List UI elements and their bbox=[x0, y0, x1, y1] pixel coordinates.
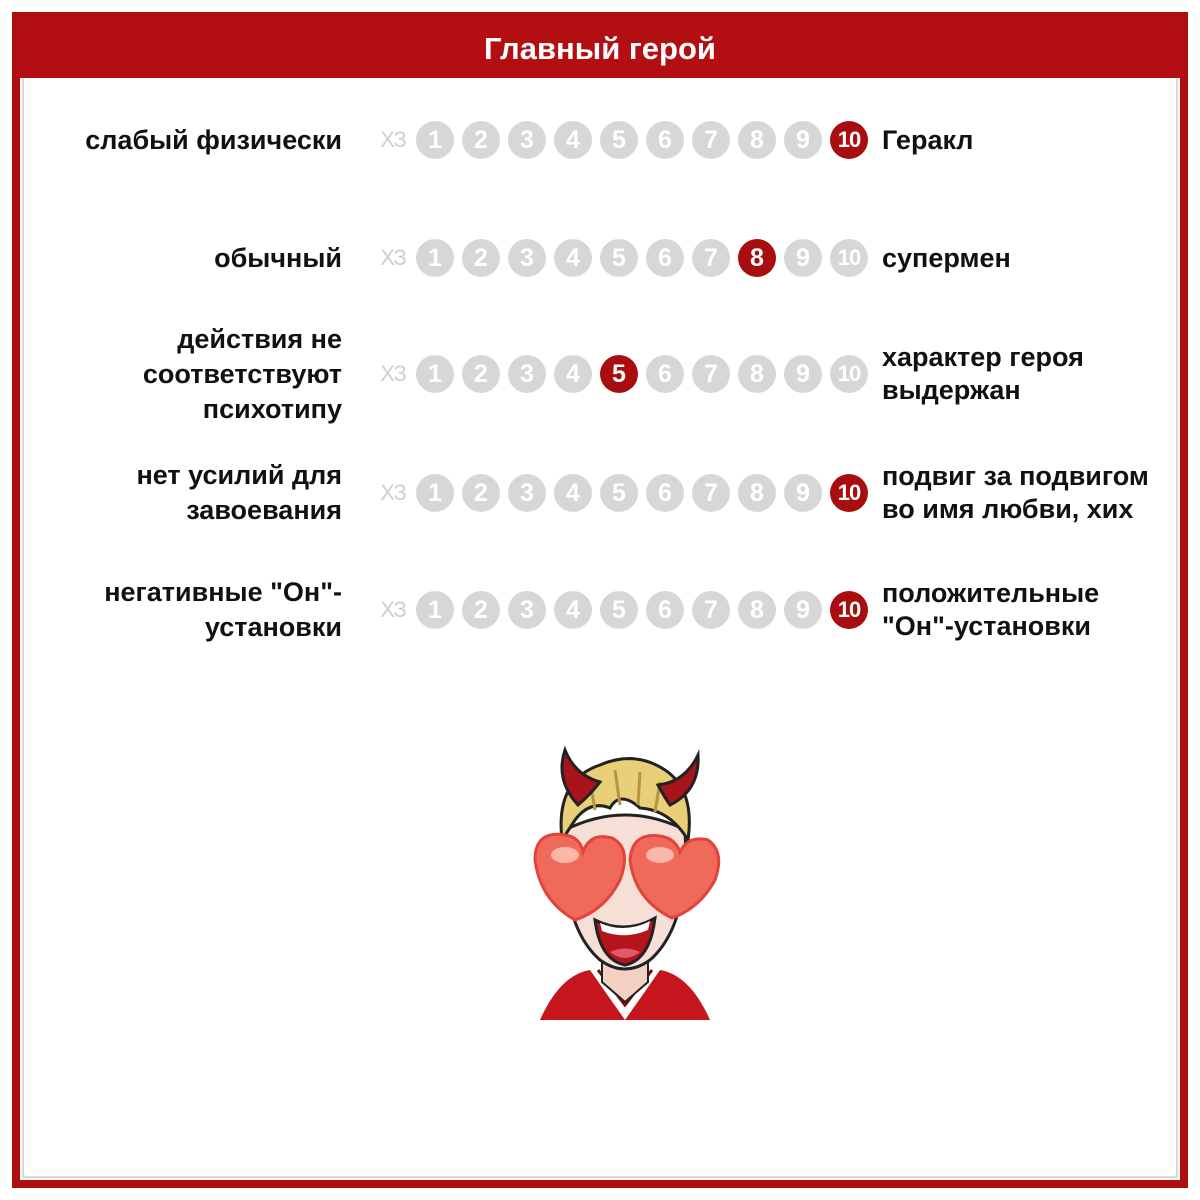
rating-row bbox=[20, 198, 1180, 318]
rating-option-1[interactable]: 1 bbox=[416, 239, 454, 277]
card-frame bbox=[12, 12, 1188, 1188]
rating-option-4[interactable]: 4 bbox=[554, 474, 592, 512]
rating-option-7[interactable]: 7 bbox=[692, 355, 730, 393]
rating-option-3[interactable]: 3 bbox=[508, 591, 546, 629]
rating-option-7[interactable]: 7 bbox=[692, 239, 730, 277]
rating-option-2[interactable]: 2 bbox=[462, 239, 500, 277]
rating-option-10[interactable]: 10 bbox=[830, 591, 868, 629]
rating-option-5[interactable]: 5 bbox=[600, 474, 638, 512]
rating-option-none[interactable]: ХЗ bbox=[380, 597, 406, 622]
card-header bbox=[20, 20, 1180, 78]
rating-option-3[interactable]: 3 bbox=[508, 121, 546, 159]
rating-row bbox=[20, 433, 1180, 553]
rating-option-8[interactable]: 8 bbox=[738, 355, 776, 393]
rating-option-8[interactable]: 8 bbox=[738, 239, 776, 277]
rating-option-2[interactable]: 2 bbox=[462, 591, 500, 629]
rating-option-4[interactable]: 4 bbox=[554, 355, 592, 393]
rating-option-6[interactable]: 6 bbox=[646, 474, 684, 512]
rating-option-2[interactable]: 2 bbox=[462, 474, 500, 512]
rating-option-6[interactable]: 6 bbox=[646, 239, 684, 277]
rating-option-9[interactable]: 9 bbox=[784, 355, 822, 393]
rating-option-8[interactable]: 8 bbox=[738, 591, 776, 629]
rating-scale bbox=[370, 550, 876, 670]
rating-left-label: обычный bbox=[214, 242, 342, 273]
rating-option-1[interactable]: 1 bbox=[416, 355, 454, 393]
rating-option-3[interactable]: 3 bbox=[508, 474, 546, 512]
rating-scale bbox=[370, 314, 876, 434]
rating-option-5[interactable]: 5 bbox=[600, 591, 638, 629]
rating-option-4[interactable]: 4 bbox=[554, 591, 592, 629]
rating-option-3[interactable]: 3 bbox=[508, 239, 546, 277]
rating-option-5[interactable]: 5 bbox=[600, 239, 638, 277]
rating-row bbox=[20, 550, 1180, 670]
rating-option-10[interactable]: 10 bbox=[830, 121, 868, 159]
rating-option-3[interactable]: 3 bbox=[508, 355, 546, 393]
rating-option-10[interactable]: 10 bbox=[830, 355, 868, 393]
rating-option-8[interactable]: 8 bbox=[738, 121, 776, 159]
rating-right-label: характер героя выдержан bbox=[882, 342, 1084, 405]
rating-option-10[interactable]: 10 bbox=[830, 239, 868, 277]
rating-right-label: положительные "Он"-установки bbox=[882, 578, 1100, 641]
rating-option-9[interactable]: 9 bbox=[784, 239, 822, 277]
rating-row bbox=[20, 80, 1180, 200]
rating-option-none[interactable]: ХЗ bbox=[380, 480, 406, 505]
rating-left-label: негативные "Он"- установки bbox=[104, 577, 342, 642]
rating-option-7[interactable]: 7 bbox=[692, 591, 730, 629]
rating-left-label: нет усилий для завоевания bbox=[136, 460, 342, 525]
rating-scale bbox=[370, 198, 876, 318]
rating-option-1[interactable]: 1 bbox=[416, 591, 454, 629]
rating-left-label: действия не соответствуют психотипу bbox=[142, 323, 342, 424]
rating-option-6[interactable]: 6 bbox=[646, 591, 684, 629]
rating-option-1[interactable]: 1 bbox=[416, 121, 454, 159]
rating-option-none[interactable]: ХЗ bbox=[380, 127, 406, 152]
rating-right-label: Геракл bbox=[882, 124, 974, 155]
rating-scale bbox=[370, 433, 876, 553]
rating-option-7[interactable]: 7 bbox=[692, 121, 730, 159]
rating-option-6[interactable]: 6 bbox=[646, 355, 684, 393]
rating-row bbox=[20, 314, 1180, 434]
rating-option-4[interactable]: 4 bbox=[554, 239, 592, 277]
rating-option-2[interactable]: 2 bbox=[462, 355, 500, 393]
rating-option-2[interactable]: 2 bbox=[462, 121, 500, 159]
rating-option-1[interactable]: 1 bbox=[416, 474, 454, 512]
rating-option-4[interactable]: 4 bbox=[554, 121, 592, 159]
card-title: Главный герой bbox=[484, 31, 716, 66]
rating-option-5[interactable]: 5 bbox=[600, 355, 638, 393]
rating-option-10[interactable]: 10 bbox=[830, 474, 868, 512]
rating-option-5[interactable]: 5 bbox=[600, 121, 638, 159]
rating-option-7[interactable]: 7 bbox=[692, 474, 730, 512]
rating-option-9[interactable]: 9 bbox=[784, 121, 822, 159]
rating-option-none[interactable]: ХЗ bbox=[380, 245, 406, 270]
rating-option-9[interactable]: 9 bbox=[784, 591, 822, 629]
rating-scale bbox=[370, 80, 876, 200]
rating-right-label: подвиг за подвигом во имя любви, хих bbox=[882, 461, 1149, 524]
devil-heart-glasses-avatar-icon bbox=[520, 720, 730, 1030]
rating-right-label: супермен bbox=[882, 242, 1011, 273]
rating-option-9[interactable]: 9 bbox=[784, 474, 822, 512]
rating-option-8[interactable]: 8 bbox=[738, 474, 776, 512]
rating-option-none[interactable]: ХЗ bbox=[380, 361, 406, 386]
rating-left-label: слабый физически bbox=[85, 124, 342, 155]
rating-option-6[interactable]: 6 bbox=[646, 121, 684, 159]
